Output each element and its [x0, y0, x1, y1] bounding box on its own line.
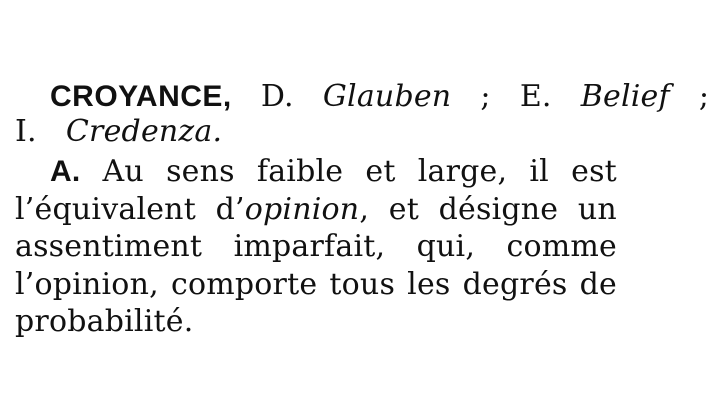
section-a-line-1: [50, 155, 617, 189]
word: désigne: [438, 192, 559, 227]
entry-header-line: [50, 80, 709, 114]
word: assentiment: [15, 229, 203, 264]
punctuation: ,: [359, 192, 370, 227]
translation-italian: Credenza.: [65, 114, 223, 149]
section-a-line-5: [15, 305, 193, 339]
lang-label-d: D.: [260, 79, 294, 114]
emphasized-word: opinion: [244, 192, 360, 227]
lang-label-e: E.: [519, 79, 552, 114]
word: large,: [417, 154, 508, 189]
word: faible: [256, 154, 344, 189]
word: et: [388, 192, 419, 227]
word: tous: [329, 267, 396, 302]
separator: ;: [698, 79, 709, 114]
separator: ;: [480, 79, 491, 114]
word: les: [407, 267, 451, 302]
word: est: [571, 154, 617, 189]
translation-english: Belief: [580, 79, 670, 114]
word: Au: [102, 154, 144, 189]
section-a-line-3: [15, 230, 617, 264]
word: de: [579, 267, 617, 302]
word: un: [577, 192, 617, 227]
word: sens: [166, 154, 235, 189]
word: degrés: [462, 267, 568, 302]
lang-label-i: I.: [15, 114, 37, 149]
section-a-line-2: [15, 193, 617, 227]
word: l’équivalent: [15, 192, 196, 227]
word: imparfait,: [233, 229, 386, 264]
word: et: [365, 154, 396, 189]
word: comporte: [170, 267, 318, 302]
word: qui,: [416, 229, 476, 264]
word: comme: [506, 229, 617, 264]
word: probabilité.: [15, 304, 194, 339]
section-label-a: A.: [50, 155, 81, 188]
word-group: [216, 193, 369, 227]
section-a-line-4: [15, 268, 617, 302]
word: il: [529, 154, 549, 189]
word: l’opinion,: [15, 267, 159, 302]
translation-german: Glauben: [322, 79, 452, 114]
entry-italian-line: [15, 115, 222, 149]
word: d’: [215, 192, 245, 227]
headword: CROYANCE,: [50, 80, 232, 113]
